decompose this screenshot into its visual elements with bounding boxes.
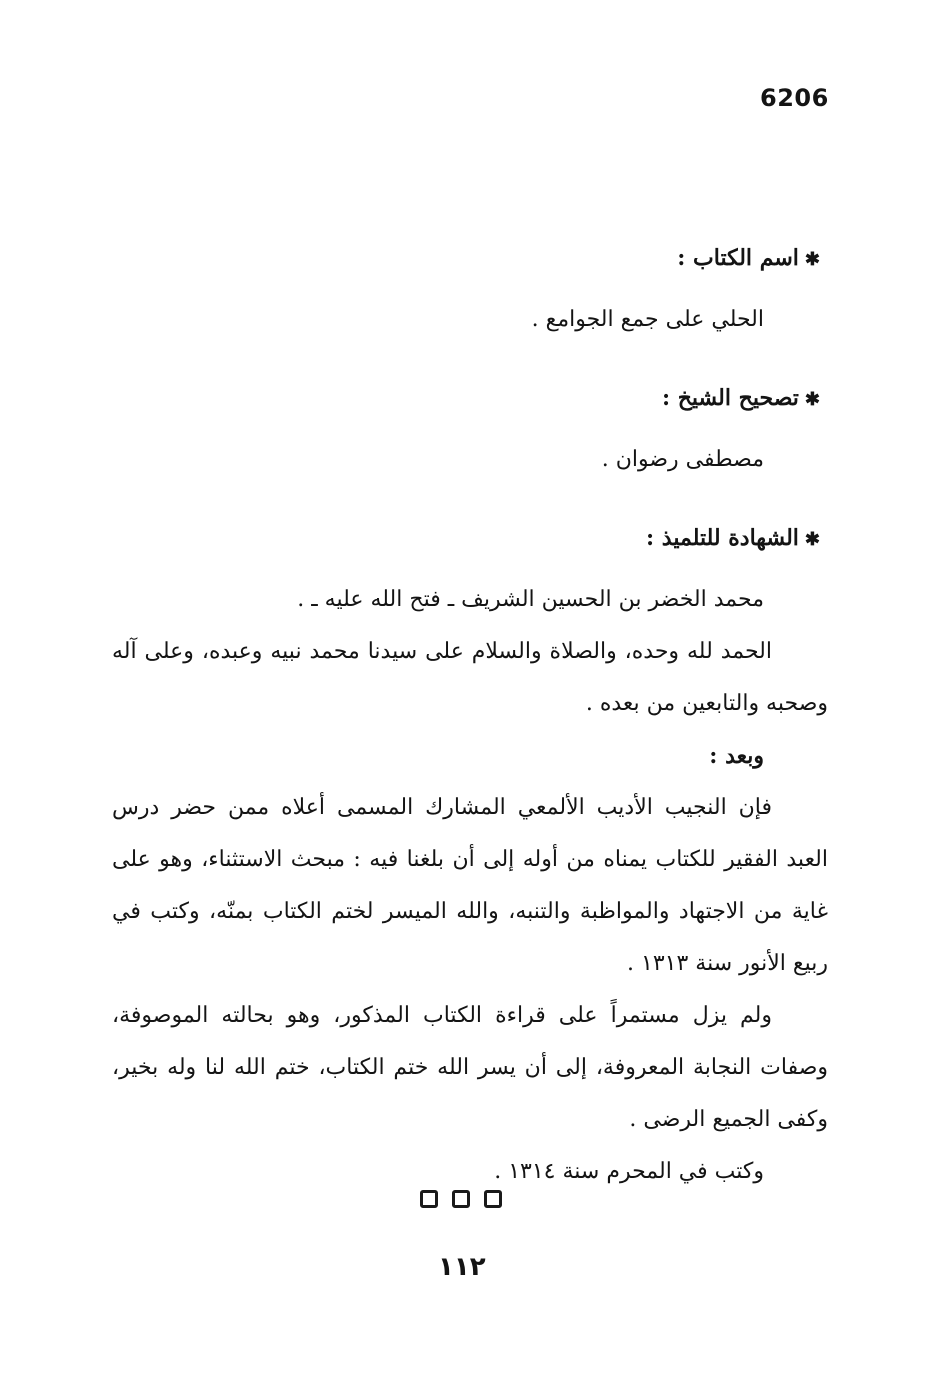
and-after-heading: وبعد : — [709, 743, 764, 769]
book-title-value: الحلي على جمع الجوامع . — [531, 307, 764, 332]
student-name-value: محمد الخضر بن الحسين الشريف ـ فتح الله عليه ـ . — [297, 587, 764, 612]
asterisk-icon: ✱ — [804, 249, 820, 270]
heading-label: اسم الكتاب : — [677, 245, 799, 271]
section-heading-student-certificate — [112, 512, 828, 566]
asterisk-icon: ✱ — [804, 529, 820, 550]
certificate-body — [112, 232, 828, 1198]
heading-label: تصحيح الشيخ : — [661, 385, 799, 411]
asterisk-icon: ✱ — [804, 389, 820, 410]
square-ornament-icon — [452, 1190, 470, 1208]
heading-label: الشهادة للتلميذ : — [646, 525, 799, 551]
square-ornament-icon — [420, 1190, 438, 1208]
section-end-ornament — [420, 1190, 502, 1208]
correction-value: مصطفى رضوان . — [601, 447, 764, 472]
document-id: 6206 — [760, 84, 829, 112]
section-heading-book-title — [112, 232, 828, 286]
square-ornament-icon — [484, 1190, 502, 1208]
page-number: ١١٢ — [438, 1252, 486, 1282]
praise-paragraph: الحمد لله وحده، والصلاة والسلام على سيدنا محمد نبيه وعبده، وعلى آله وصحبه والتابعين من بعده . — [112, 639, 828, 716]
section-heading-correction — [112, 372, 828, 426]
testimony-paragraph-2: ولم يزل مستمراً على قراءة الكتاب المذكور، وهو بحالته الموصوفة، وصفات النجابة المعروفة، إلى أن يسر الله ختم الكتاب، ختم الله لنا وله بخير، وكفى الجميع الرضى . — [112, 1003, 828, 1132]
testimony-paragraph-1: فإن النجيب الأديب الألمعي المشارك المسمى أعلاه ممن حضر درس العبد الفقير للكتاب يمناه من أوله إلى أن بلغنا فيه : مبحث الاستثناء، وهو على غاية من الاجتهاد والمواظبة والتنبه، والله الميسر لختم الكتاب بمنّه، وكتب في ربيع الأنور سنة ١٣١٣ . — [112, 795, 828, 976]
closing-date: وكتب في المحرم سنة ١٣١٤ . — [494, 1159, 764, 1184]
